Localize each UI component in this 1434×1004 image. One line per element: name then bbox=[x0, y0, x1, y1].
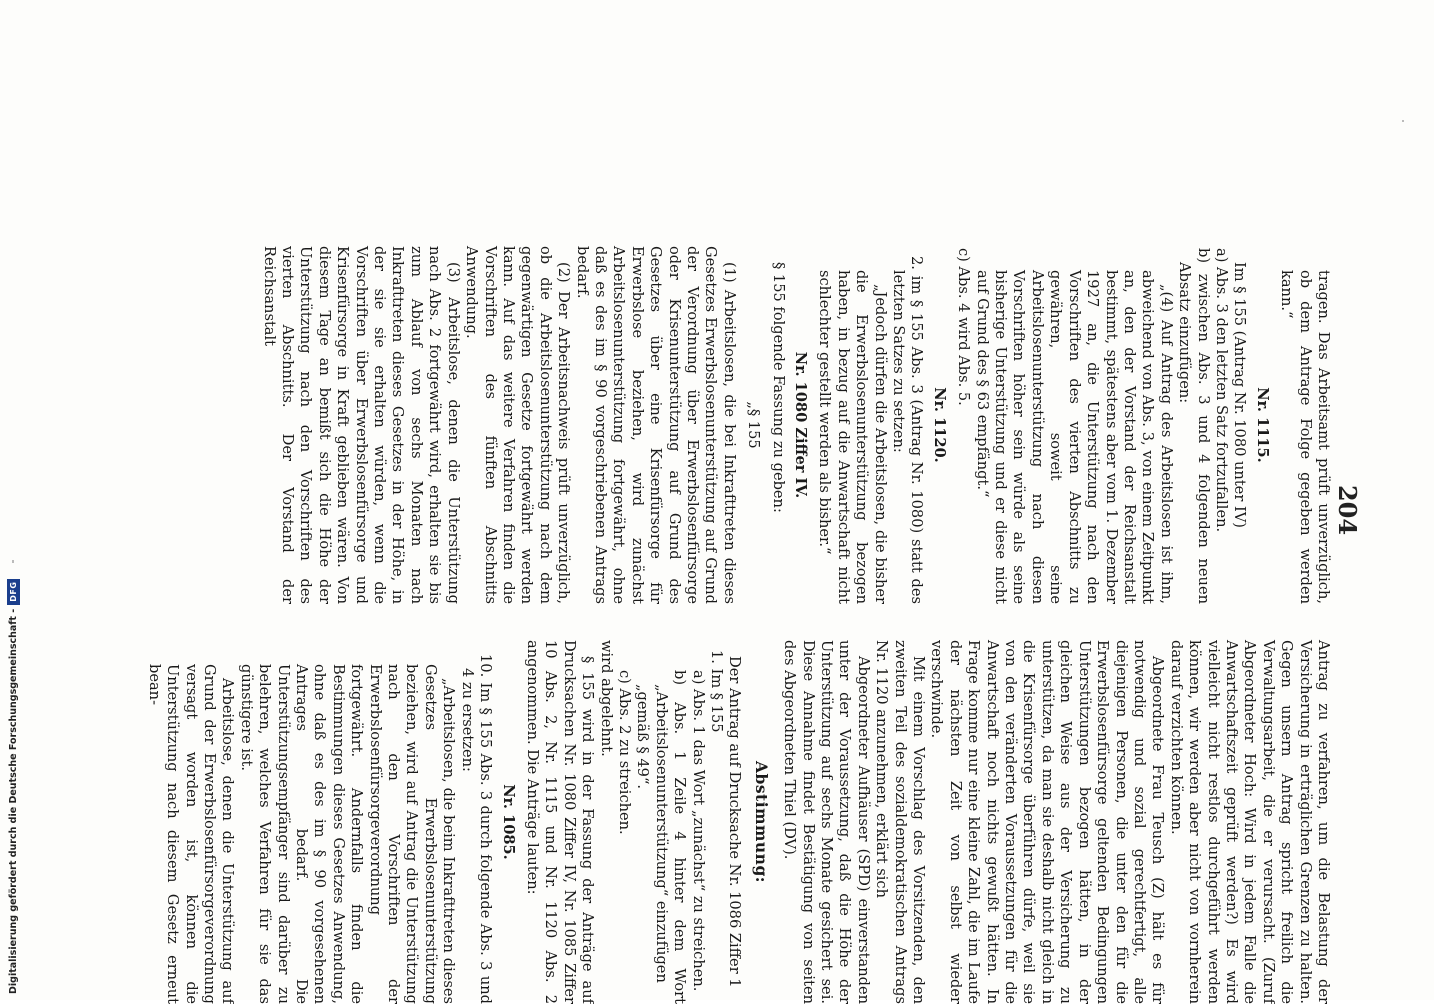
paragraph: Mit einem Vorschlag des Vorsitzenden, den zweiten Teil des sozialdemokratischen Antrags Nr. 1120 anzunehmen, erklärt sich bbox=[873, 640, 928, 1004]
section-heading: Abstimmung: bbox=[751, 760, 771, 884]
text-column-right bbox=[259, 246, 1332, 604]
quoted-insert: „gemäß § 49“. bbox=[634, 684, 652, 790]
digitization-credit bbox=[4, 0, 22, 994]
quoted-text: Arbeitslose, denen die Unterstützung auf Grund der Erwerbslosenfürsorgeverordnung versagt worden ist, können die Unterstützung nach diesem Gesetz erneut bean- bbox=[145, 664, 237, 1004]
motion-label: Nr. 1085. bbox=[499, 784, 517, 860]
text-column-left bbox=[144, 640, 1332, 1004]
quoted-text: tragen. Das Arbeitsamt prüft unverzüglich, ob dem Antrage Folge gegeben werden kann.“ bbox=[1278, 270, 1332, 604]
page-number: 204 bbox=[1333, 484, 1362, 536]
list-subitem: c) Abs. 2 zu streichen. bbox=[615, 670, 633, 835]
paragraph: Antrag zu verfahren, um die Belastung der Versicherung in erträglichen Grenzen zu halten. Gegen unsern Antrag spricht freilich die Verwaltungsarbeit, die er verursacht. (Zuruf Abgeordneter Hoch: Wird in jedem Falle die Anwartschaftszeit geprüft werden?) Es wird vielleicht nicht restlos durchgeführt werden können, wir werden aber nicht von vornherein darauf verzichten können. bbox=[1167, 640, 1332, 1004]
motion-label: Nr. 1080 Ziffer IV. bbox=[792, 351, 810, 499]
motion-label: Nr. 1120. bbox=[930, 387, 948, 463]
list-item: 2. im § 155 Abs. 3 (Antrag Nr. 1080) statt des letzten Satzes zu setzen: bbox=[890, 256, 926, 604]
paragraph: Abgeordnete Frau Teusch (Z) hält es für notwendig und sozial gerechtfertigt, alle diejenigen Personen, die unter den für die Erwerbslosenfürsorge geltenden Bedingungen Unterstützungen bezogen hätten, in der gleichen Weise aus der Versicherung zu unterstützen, da man sie deshalb nicht gleich in die Krisenfürsorge überführen dürfe, weil sie von den veränderten Voraussetzungen für die Anwartschaft noch nichts gewußt hätten. In Frage komme nur eine kleine Zahl, die im Laufe der nächsten Zeit von selbst wieder verschwinde. bbox=[928, 640, 1167, 1004]
list-subitem: a) Abs. 1 das Wort „zunächst“ zu streichen. bbox=[689, 670, 707, 992]
paragraph: Der Antrag auf Drucksache Nr. 1086 Ziffer 1 bbox=[726, 656, 744, 988]
paragraph: Im § 155 (Antrag Nr. 1080 unter IV) bbox=[1231, 262, 1249, 528]
paragraph: § 155 wird in der Fassung der Anträge auf Drucksachen Nr. 1080 Ziffer IV, Nr. 1085 Ziffer 10 Abs. 2, Nr. 1115 und Nr. 1120 Abs. 2 angenommen. Die Anträge lauten: bbox=[523, 640, 597, 1004]
list-subitem: b) zwischen Abs. 3 und 4 folgenden neuen Absatz einzufügen: bbox=[1176, 248, 1212, 604]
paragraph: (2) Der Arbeitsnachweis prüft unverzüglich, ob die Arbeitslosenunterstützung nach dem gegenwärtigen Gesetze fortgewährt werden kann. Auf das weitere Verfahren finden die Vorschriften des fünften Abschnitts Anwendung. bbox=[463, 246, 573, 604]
paragraph: (3) Arbeitslose, denen die Unterstützung nach Abs. 2 fortgewährt wird, erhalten sie bis zum Ablauf von sechs Monaten nach Inkrafttreten dieses Gesetzes in der Höhe, in der sie sie erhalten würden, wenn die Vorschriften über Erwerbslosenfürsorge und Krisenfürsorge in Kraft geblieben wären. Von diesem Tage an bemißt sich die Höhe der Unterstützung nach den Vorschriften des vierten Abschnitts. Der Vorstand der Reichsanstalt bbox=[260, 246, 462, 604]
paragraph-title: „§ 155 bbox=[745, 401, 763, 449]
quoted-text: „Arbeitslosen, die beim Inkrafttreten dieses Gesetzes Erwerbslosenunterstützung beziehen, wird auf Antrag die Unterstützung nach den Vorschriften der Erwerbslosenfürsorgeverordnung fortgewährt. Andernfalls finden die Bestimmungen dieses Gesetzes Anwendung, ohne daß es des im § 90 vorgesehenen Antrages bedarf. Die Unterstützungsempfänger sind darüber zu belehren, welches Verfahren für sie das günstigere ist. bbox=[237, 664, 458, 1004]
dfg-logo: DFG bbox=[7, 579, 20, 605]
scan-speck bbox=[1402, 120, 1404, 122]
quoted-text: „Jedoch dürfen die Arbeitslosen, die bisher die Erwerbslosenunterstützung bezogen haben, in bezug auf die Anwartschaft nicht schlechter gestellt werden als bisher.“ bbox=[816, 270, 889, 604]
list-item: 1. Im § 155 bbox=[708, 650, 725, 733]
paragraph: wird abgelehnt. bbox=[597, 640, 615, 757]
list-subitem: c) Abs. 4 wird Abs. 5. bbox=[955, 248, 973, 406]
paragraph: Abgeordneter Aufhäuser (SPD) einverstanden unter der Voraussetzung, daß die Höhe der Unterstützung auf sechs Monate gesichert sei. Diese Annahme findet Bestätigung von seiten des Abgeordneten Thiel (DV). bbox=[781, 640, 872, 1004]
list-item: 10. Im § 155 Abs. 3 durch folgende Abs. 3 und 4 zu ersetzen: bbox=[458, 654, 495, 1004]
quoted-text: „(4) Auf Antrag des Arbeitslosen ist ihm, abweichend von Abs. 3, von einem Zeitpunkt an, den der Vorstand der Reichsanstalt bestimmt, spätestens aber vom 1. Dezember 1927 an, die Unterstützung nach den Vorschriften des vierten Abschnitts zu gewähren, soweit seine Arbeitslosenunterstützung nach diesen Vorschriften höher sein würde als seine bisherige Unterstützung und er diese nicht auf Grund des § 63 empfängt.“ bbox=[973, 270, 1175, 604]
paragraph: (1) Arbeitslosen, die bei Inkrafttreten dieses Gesetzes Erwerbslosenunterstützung auf Grund der Verordnung über Erwerbslosenfürsorge oder Krisenunterstützung auf Grund des Gesetzes über eine Krisenfürsorge für Erwerbslose beziehen, wird zunächst Arbeitslosenunterstützung fortgewährt, ohne daß es des im § 90 vorgeschriebenen Antrags bedarf. bbox=[573, 246, 738, 604]
motion-label: Nr. 1115. bbox=[1253, 387, 1271, 463]
paragraph: § 155 folgende Fassung zu geben: bbox=[769, 262, 787, 513]
credit-text: Digitalisierung gefördert durch die Deutsche Forschungsgemeinschaft - bbox=[7, 608, 19, 994]
list-subitem: a) Abs. 3 den letzten Satz fortzufallen. bbox=[1212, 248, 1230, 533]
list-subitem: b) Abs. 1 Zeile 4 hinter dem Wort „Arbeitslosenunterstützung“ einzufügen bbox=[652, 670, 689, 1004]
